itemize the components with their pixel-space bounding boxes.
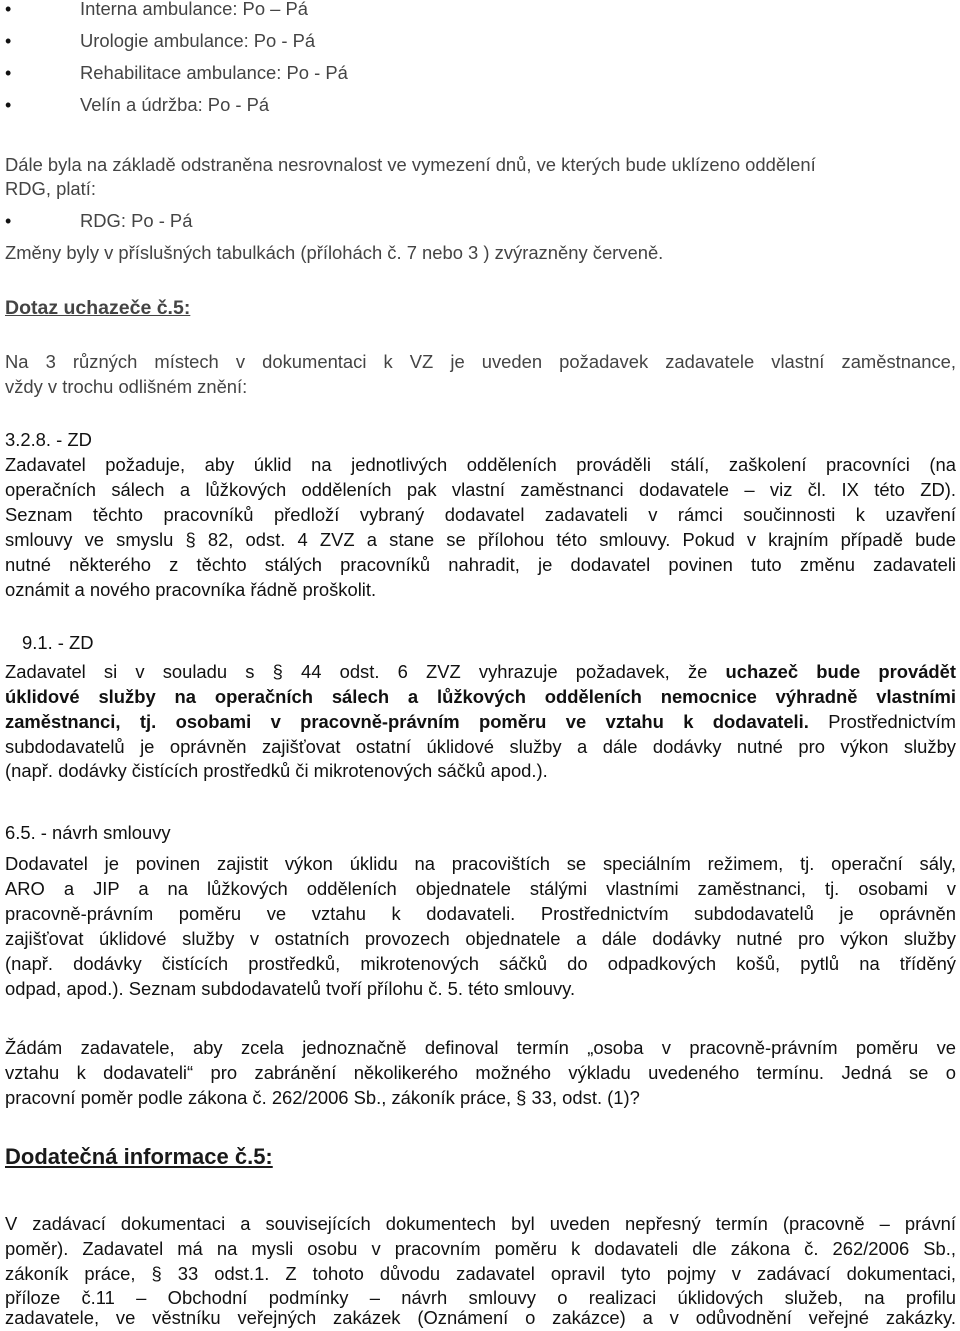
paragraph-line: pracovní poměr podle zákona č. 262/2006 Sb., zákoník práce, § 33, odst. (1)?: [5, 1087, 640, 1108]
bullet-marker: •: [5, 63, 12, 83]
paragraph-line: úklidové služby na operačních sálech a lůžkových odděleních nemocnice výhradně vlastními: [5, 686, 956, 707]
paragraph-line: Seznam těchto pracovníků předloží vybraný dodavatel zadavateli v rámci součinnosti k uzavření: [5, 504, 956, 525]
paragraph-line: ARO a JIP a na lůžkových odděleních objednatele stálými vlastními zaměstnanci, tj. osobami v: [5, 878, 956, 899]
bullet-item-rehabilitace: Rehabilitace ambulance: Po - Pá: [80, 62, 348, 83]
paragraph-line: subdodavatelů je oprávněn zajišťovat ostatní úklidové služby a dále dodávky nutné pro výkon služby: [5, 736, 956, 757]
paragraph-line: nutné některého z těchto stálých pracovníků nahradit, je dodavatel povinen tuto změnu zadavateli: [5, 554, 956, 575]
paragraph-line: odpad, apod.). Seznam subdodavatelů tvoří přílohu č. 5. této smlouvy.: [5, 978, 576, 999]
answer-heading: Dodatečná informace č.5:: [5, 1144, 273, 1169]
paragraph-line: operačních sálech a lůžkových odděleních pak vlastní zaměstnanci dodavatele – viz čl. IX této ZD).: [5, 479, 956, 500]
text-span: Prostřednictvím: [808, 711, 957, 732]
bullet-marker: •: [5, 211, 12, 231]
paragraph-line: oznámit a nového pracovníka řádně proškolit.: [5, 579, 377, 600]
question-heading: Dotaz uchazeče č.5:: [5, 297, 191, 319]
bullet-item-interna: Interna ambulance: Po – Pá: [80, 0, 308, 19]
section-heading-91: 9.1. - ZD: [22, 632, 94, 653]
bullet-marker: •: [5, 31, 12, 51]
paragraph-line: vždy v trochu odlišném znění:: [5, 376, 248, 397]
text-span: Zadavatel si v souladu s § 44 odst. 6 ZVZ vyhrazuje požadavek, že: [5, 661, 726, 682]
paragraph-line: vztahu k dodavateli“ pro zabránění několikerého možného výkladu uvedeného termínu. Jedná se o: [5, 1062, 956, 1083]
paragraph-line: Dále byla na základě odstraněna nesrovnalost ve vymezení dnů, ve kterých bude uklízeno oddělení: [5, 154, 816, 175]
paragraph-line: příloze č.11 – Obchodní podmínky – návrh smlouvy o realizaci úklidových služeb, na profilu: [5, 1287, 956, 1308]
paragraph-line: Žádám zadavatele, aby zcela jednoznačně definoval termín „osoba v pracovně-právním poměru ve: [5, 1037, 956, 1058]
paragraph-line: (např. dodávky čistících prostředků, mikrotenových sáčků do odpadkových košů, pytlů na tříděný: [5, 953, 956, 974]
bullet-item-rdg: RDG: Po - Pá: [80, 210, 193, 231]
paragraph-line: [5, 710, 956, 734]
bullet-item-velin: Velín a údržba: Po - Pá: [80, 94, 270, 115]
section-heading-328: 3.2.8. - ZD: [5, 429, 92, 450]
bold-span: zaměstnanci, tj. osobami v pracovně-právním poměru ve vztahu k dodavateli.: [5, 711, 809, 732]
paragraph-line: V zadávací dokumentaci a souvisejících dokumentech byl uveden nepřesný termín (pracovně – právní: [5, 1213, 956, 1234]
paragraph-line: zákoník práce, § 33 odst.1. Z tohoto důvodu zadavatel opravil tyto pojmy v zadávací dokumentaci,: [5, 1263, 956, 1284]
paragraph-line: zadavatele, ve věstníku veřejných zakázek (Oznámení o zakázce) a v odůvodnění veřejné zakázky.: [5, 1307, 956, 1328]
paragraph-line: smlouvy ve smyslu § 82, odst. 4 ZVZ a stane se přílohou této smlouvy. Pokud v krajním případě bude: [5, 529, 956, 550]
bullet-item-urologie: Urologie ambulance: Po - Pá: [80, 30, 316, 51]
bold-span: uchazeč bude provádět: [725, 661, 957, 682]
paragraph-line: Dodavatel je povinen zajistit výkon úklidu na pracovištích se speciálním režimem, tj. operační sály,: [5, 853, 956, 874]
paragraph-line: Na 3 různých místech v dokumentaci k VZ je uveden požadavek zadavatele vlastní zaměstnance,: [5, 351, 956, 372]
paragraph-line: Zadavatel požaduje, aby úklid na jednotlivých odděleních prováděli stálí, zaškolení pracovníci (na: [5, 454, 956, 475]
bullet-marker: •: [5, 0, 12, 19]
section-heading-65: 6.5. - návrh smlouvy: [5, 822, 171, 843]
paragraph-line: [5, 660, 956, 684]
paragraph-line: zajišťovat úklidové služby v ostatních provozech objednatele a dále dodávky nutné pro výkon služby: [5, 928, 956, 949]
paragraph-line: poměr). Zadavatel má na mysli osobu v pracovním poměru k dodavateli dle zákona č. 262/2006 Sb.,: [5, 1238, 956, 1259]
bullet-marker: •: [5, 95, 12, 115]
paragraph-line: (např. dodávky čistících prostředků či mikrotenových sáčků apod.).: [5, 760, 548, 781]
paragraph-line: RDG, platí:: [5, 178, 96, 199]
paragraph-line: pracovně-právním poměru ve vztahu k dodavateli. Prostřednictvím subdodavatelů je oprávněn: [5, 903, 956, 924]
paragraph-line: Změny byly v příslušných tabulkách (přílohách č. 7 nebo 3 ) zvýrazněny červeně.: [5, 242, 664, 263]
